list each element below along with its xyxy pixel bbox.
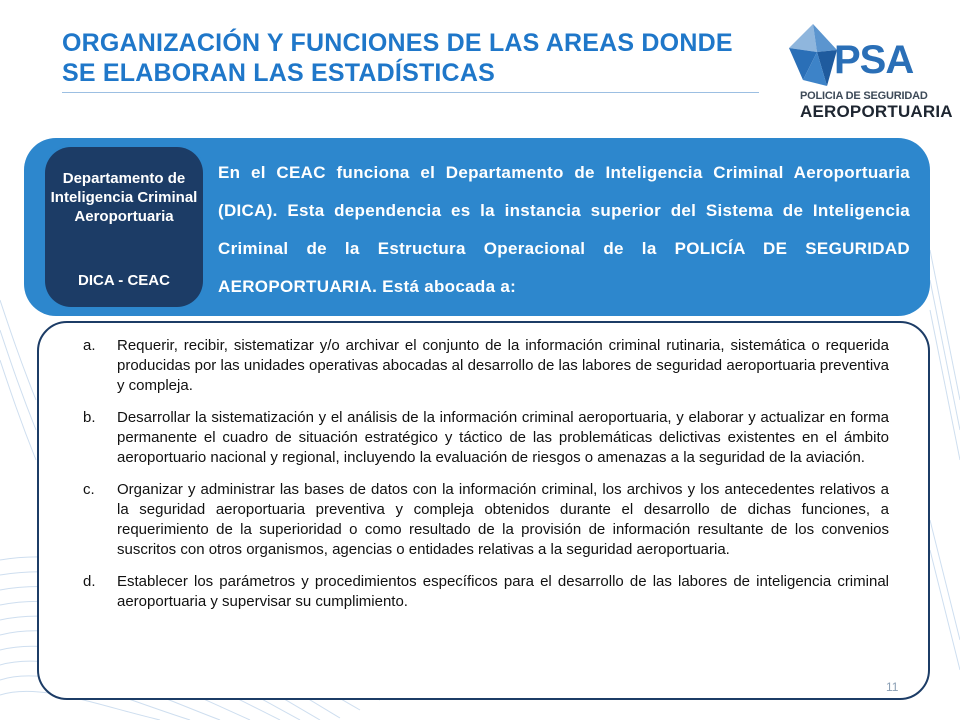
department-code: DICA - CEAC (78, 272, 170, 289)
page-title (62, 28, 762, 88)
list-item-text: Organizar y administrar las bases de datos con la información criminal, los archivos y los antecedentes relativos a la seguridad aeroportuaria preventiva y compleja obtenidos durante el desarrollo de dichas funciones, a requerimiento de la superioridad o como resultado de la provisión de información resultante de los convenios suscritos con otros organismos, agencias o entidades relativas a la seguridad aeroportuaria. (117, 481, 889, 558)
list-item (83, 336, 889, 396)
logo-line-2: AEROPORTUARIA (800, 102, 953, 121)
department-badge (45, 147, 203, 307)
title-line-2: SE ELABORAN LAS ESTADÍSTICAS (62, 59, 495, 87)
intro-paragraph: En el CEAC funciona el Departamento de Inteligencia Criminal Aeroportuaria (DICA). Esta dependencia es la instancia superior del Sistema de Inteligencia Criminal de la Estructura Operacional de la POLICÍA DE SEGURIDAD AEROPORTUARIA. Está abocada a: (218, 163, 910, 296)
list-item (83, 480, 889, 560)
logo-acronym: PSA (834, 38, 914, 82)
list-marker: c. (83, 481, 95, 498)
list-item-text: Requerir, recibir, sistematizar y/o archivar el conjunto de la información criminal rutinaria, sistemática o requerida producidas por las unidades operativas abocadas al desarrollo de las labores de seguridad aeroportuaria preventiva y compleja. (117, 337, 889, 394)
title-line-1: ORGANIZACIÓN Y FUNCIONES DE LAS AREAS DONDE (62, 29, 733, 57)
page-number: 11 (886, 680, 899, 694)
functions-list (83, 336, 889, 624)
psa-logo (783, 20, 953, 124)
title-divider (62, 92, 759, 93)
list-marker: b. (83, 409, 96, 426)
department-name: Departamento de Inteligencia Criminal Aeroportuaria (50, 170, 198, 225)
logo-line-1: POLICIA DE SEGURIDAD (800, 90, 928, 102)
list-item-text: Establecer los parámetros y procedimientos específicos para el desarrollo de las labores de inteligencia criminal aeroportuaria y supervisar su cumplimiento. (117, 573, 889, 610)
list-item (83, 408, 889, 468)
list-marker: a. (83, 337, 96, 354)
list-item (83, 572, 889, 612)
list-item-text: Desarrollar la sistematización y el análisis de la información criminal aeroportuaria, y elaborar y actualizar en forma permanente el cuadro de situación estratégico y táctico de las problemáticas delictivas existentes en el ámbito aeroportuario nacional y regional, incluyendo la evaluación de riesgos o amenazas a la seguridad de la aviación. (117, 409, 889, 466)
list-marker: d. (83, 573, 96, 590)
